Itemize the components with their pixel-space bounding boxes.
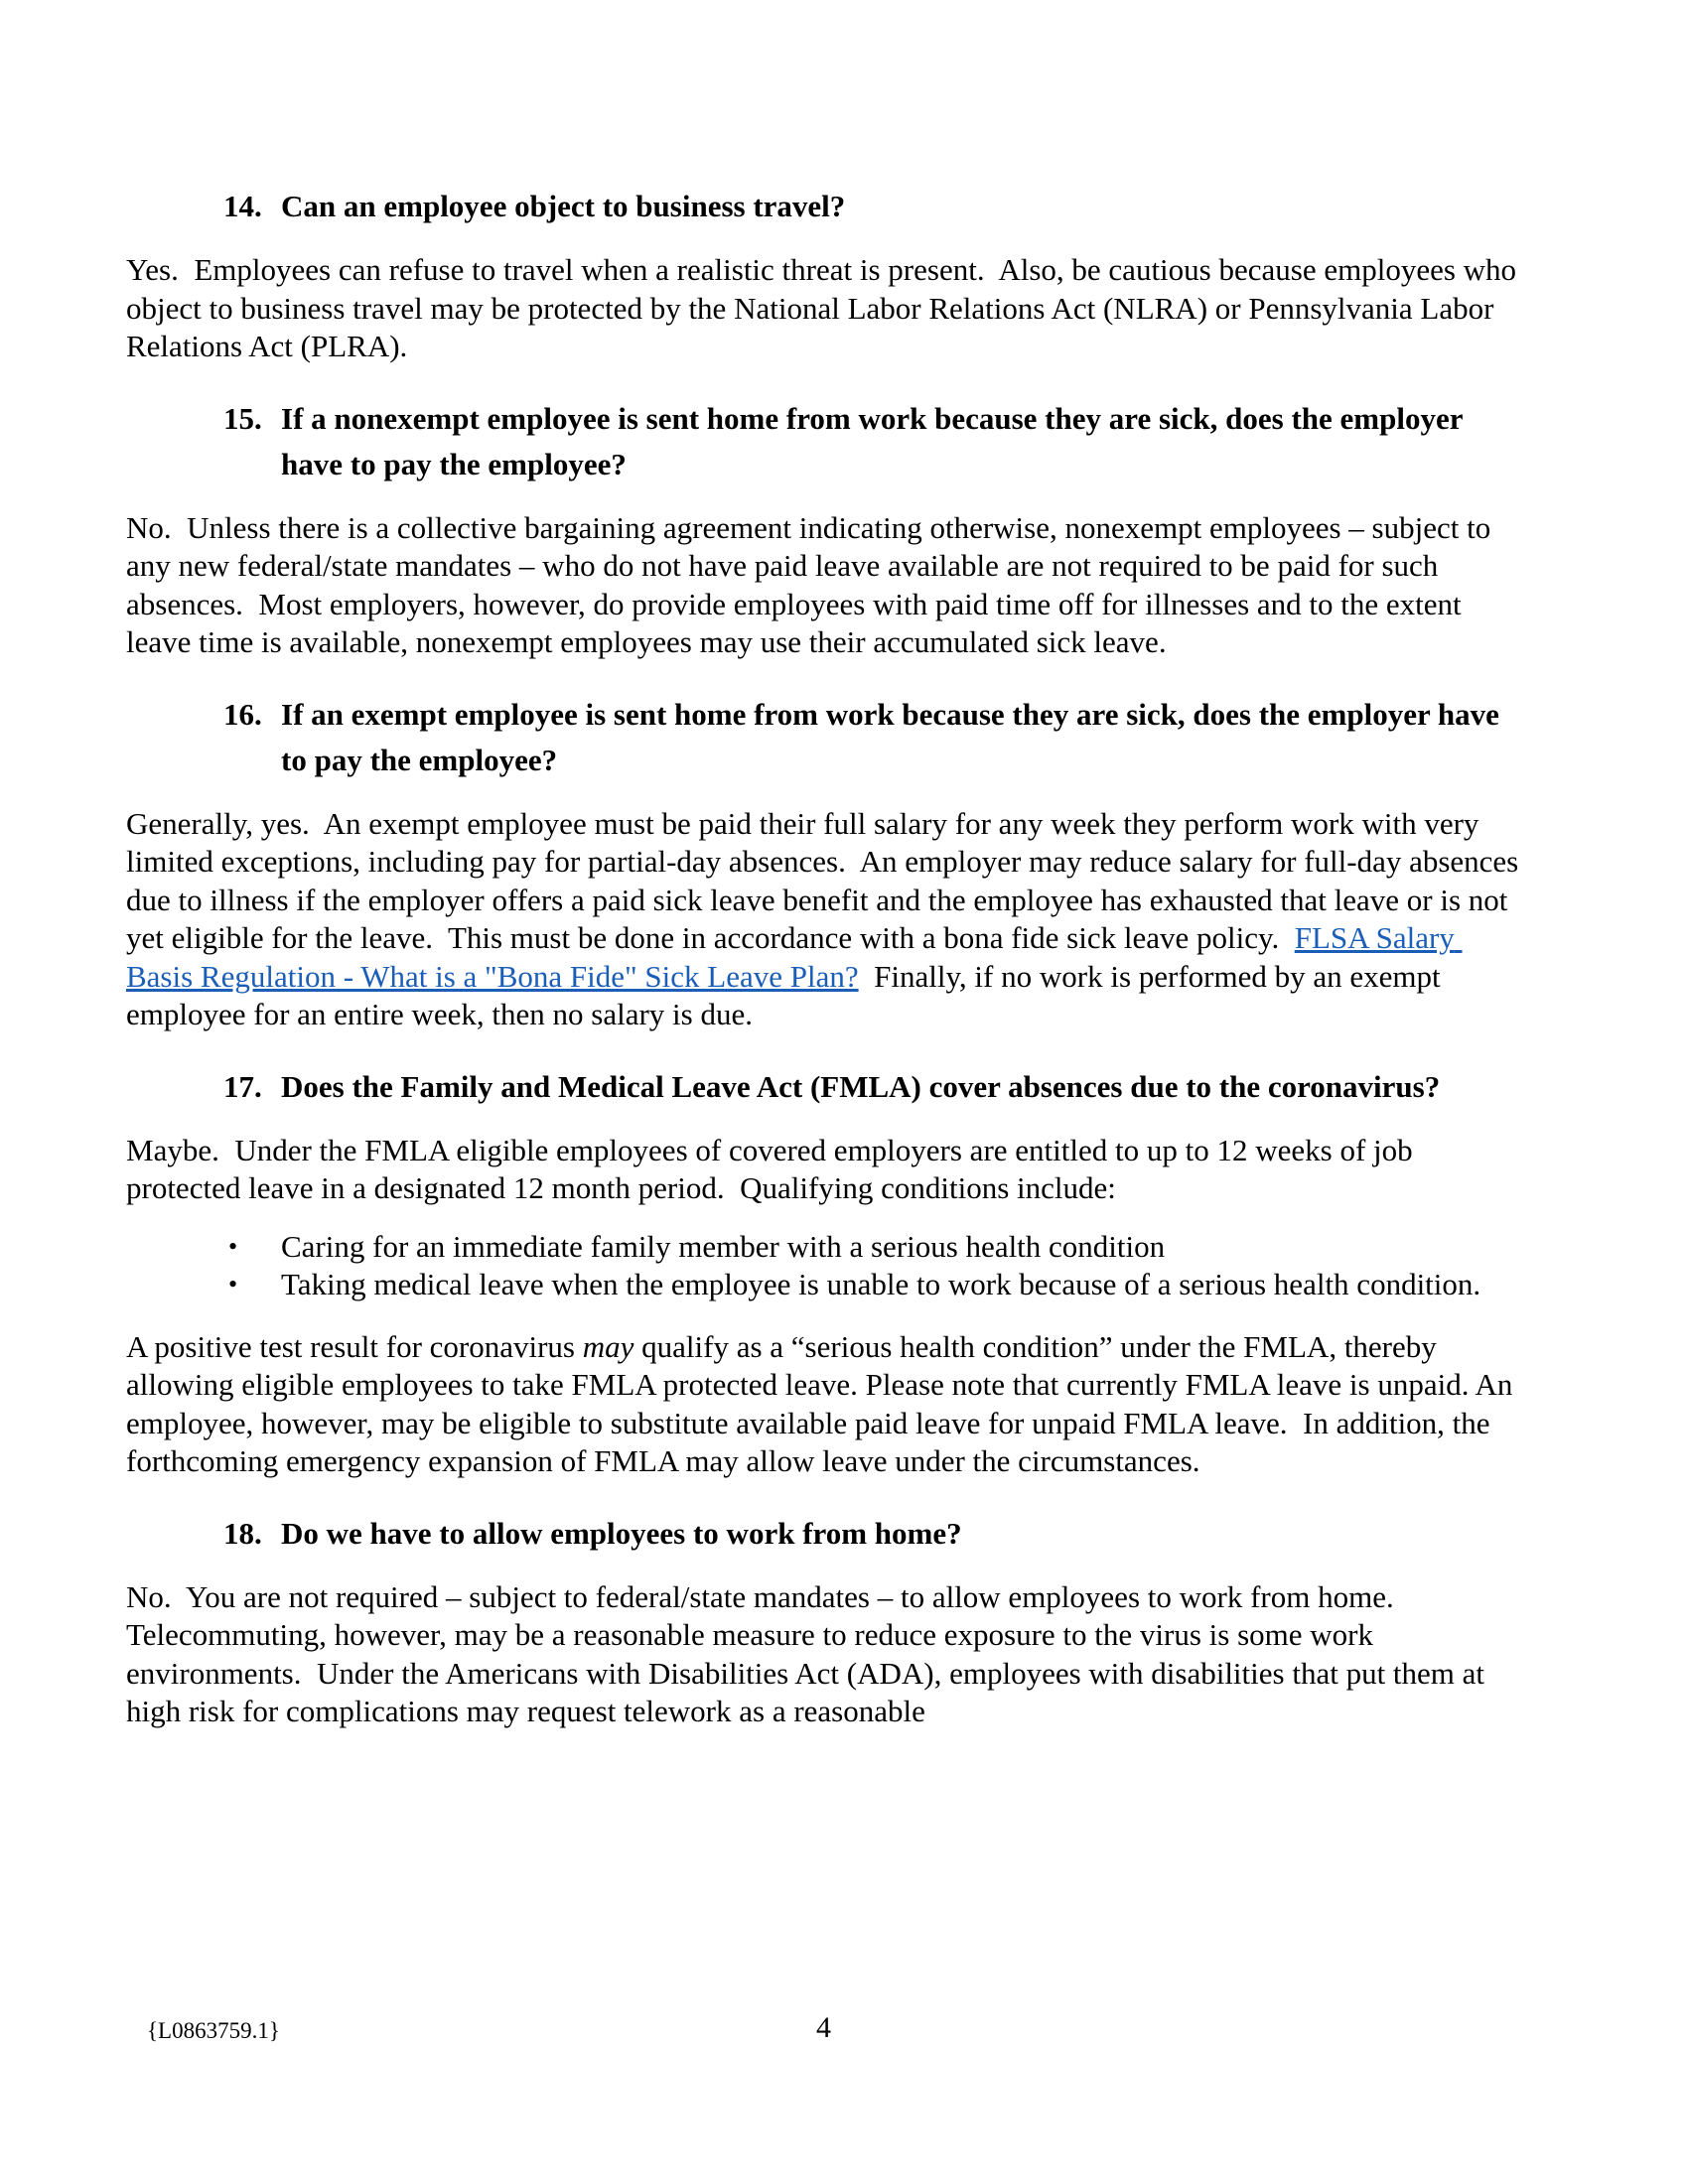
question-18-text: Do we have to allow employees to work from home? bbox=[281, 1515, 962, 1551]
question-14-heading bbox=[126, 184, 1524, 229]
list-item bbox=[126, 1266, 1524, 1304]
qualifying-conditions-list bbox=[126, 1228, 1524, 1304]
question-17-heading bbox=[126, 1064, 1524, 1110]
answer-17-italic-word: may bbox=[582, 1328, 634, 1364]
bullet-icon: • bbox=[228, 1270, 238, 1298]
answer-17-intro-paragraph: Maybe. Under the FMLA eligible employees of covered employers are entitled to up to 12 weeks of job protected leave in a designated 12 month period. Qualifying conditions include: bbox=[126, 1132, 1421, 1205]
question-14-text: Can an employee object to business travel? bbox=[281, 189, 846, 223]
question-17-number: 17. bbox=[223, 1068, 262, 1104]
list-item-text: Caring for an immediate family member with a serious health condition bbox=[281, 1228, 1166, 1264]
question-16-heading bbox=[126, 692, 1524, 783]
answer-16-paragraph bbox=[126, 805, 1527, 1034]
question-18-heading bbox=[126, 1511, 1524, 1557]
list-item bbox=[126, 1228, 1524, 1267]
question-15-number: 15. bbox=[223, 400, 262, 436]
question-18-number: 18. bbox=[223, 1515, 262, 1551]
footer-document-id: {L0863759.1} bbox=[147, 2018, 280, 2043]
question-14-number: 14. bbox=[223, 189, 262, 223]
answer-16-text-after-link: Finally, if no work is performed by an exempt employee for an entire week, then no salary is due. bbox=[126, 958, 1449, 1031]
answer-14-paragraph: Yes. Employees can refuse to travel when a realistic threat is present. Also, be cautious because employees who object to business travel may be protected by the National Labor Relations Act (NLRA) or Pennsylvania Labor Relations Act (PLRA). bbox=[126, 252, 1524, 363]
question-15-text: If a nonexempt employee is sent home from work because they are sick, does the employer have to pay the employee? bbox=[281, 400, 1463, 481]
question-16-text: If an exempt employee is sent home from work because they are sick, does the employer have to pay the employee? bbox=[281, 696, 1499, 777]
document-content bbox=[126, 0, 1527, 1751]
question-16-number: 16. bbox=[223, 696, 262, 732]
answer-17-text-after-italic: qualify as a “serious health condition” under the FMLA, thereby allowing eligible employees to take FMLA protected leave. Please note that currently FMLA leave is unpaid. An employee, however, may be eligible to substitute available paid leave for unpaid FMLA leave. In addition, the forthcoming emergency expansion of FMLA may allow leave under the circumstances. bbox=[126, 1328, 1521, 1478]
answer-17-text-before-italic: A positive test result for coronavirus bbox=[126, 1328, 583, 1364]
answer-15-paragraph: No. Unless there is a collective bargaining agreement indicating otherwise, nonexempt employees – subject to any new federal/state mandates – who do not have paid leave available are not required to be paid for such absences. Most employers, however, do provide employees with paid time off for illnesses and to the extent leave time is available, nonexempt employees may use their accumulated sick leave. bbox=[126, 509, 1498, 659]
question-15-heading bbox=[126, 396, 1524, 487]
question-17-text: Does the Family and Medical Leave Act (FMLA) cover absences due to the coronavirus? bbox=[281, 1068, 1441, 1104]
answer-18-paragraph: No. You are not required – subject to federal/state mandates – to allow employees to work from home. Telecommuting, however, may be a reasonable measure to reduce exposure to the virus is some work environments. Under the Americans with Disabilities Act (ADA), employees with disabilities that put them at high risk for complications may request telework as a reasonable bbox=[126, 1578, 1492, 1728]
list-item-text: Taking medical leave when the employee is unable to work because of a serious health condition. bbox=[281, 1267, 1481, 1301]
bullet-icon: • bbox=[228, 1231, 238, 1261]
answer-17-followup-paragraph bbox=[126, 1328, 1524, 1481]
answer-16-text-before-link: Generally, yes. An exempt employee must be paid their full salary for any week they perform work with very limited exceptions, including pay for partial-day absences. An employer may reduce salary for full-day absences due to illness if the employer offers a paid sick leave benefit and the employee has exhausted that leave or is not yet eligible for the leave. This must be done in accordance with a bona fide sick leave policy. bbox=[126, 805, 1527, 955]
flsa-salary-basis-regulation-link[interactable]: FLSA Salary Basis Regulation - What is a "Bona Fide" Sick Leave Plan? bbox=[126, 920, 1463, 994]
footer-page-number: 4 bbox=[816, 2011, 831, 2044]
